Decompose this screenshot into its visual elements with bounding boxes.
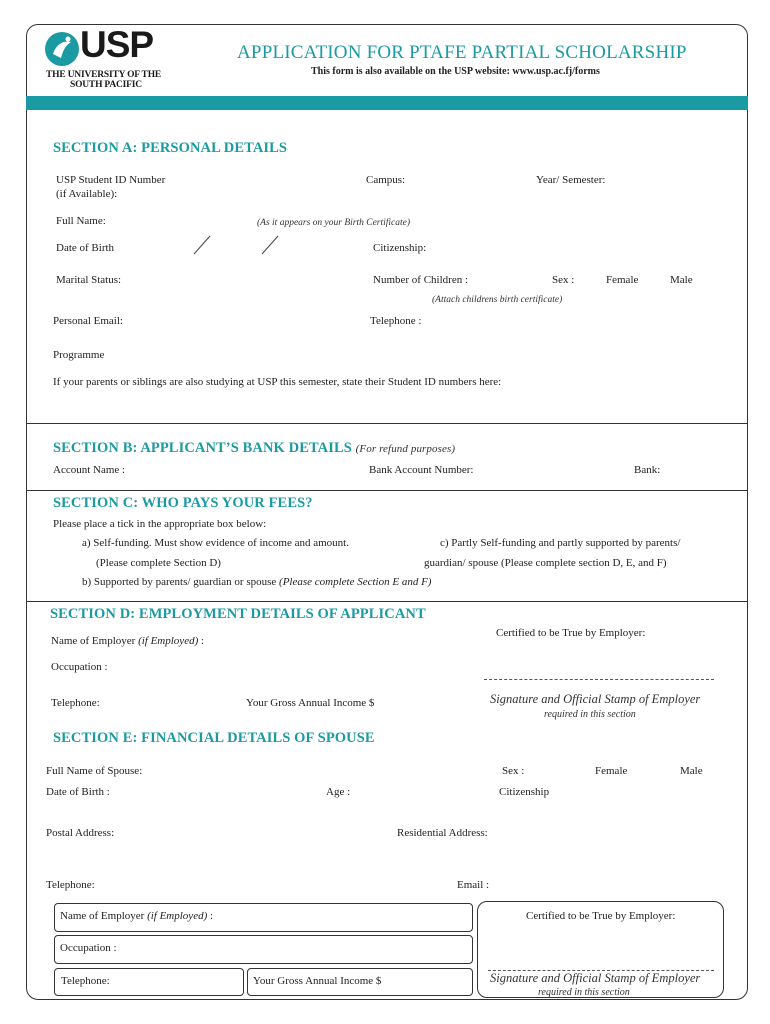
spouse-age-label: Age :: [326, 786, 351, 798]
spouse-sex-label: Sex :: [502, 765, 525, 777]
residential-address-label: Residential Address:: [397, 827, 488, 839]
dob-slash-2: [262, 236, 278, 254]
form-frame: [26, 24, 748, 1000]
spouse-occupation-label: Occupation :: [60, 942, 117, 954]
spouse-telephone-field[interactable]: [54, 968, 244, 996]
form-subtitle: This form is also available on the USP website: www.usp.ac.fj/forms: [311, 66, 600, 77]
section-b-title: SECTION B: APPLICANT’S BANK DETAILS: [53, 440, 352, 456]
spouse-income-label: Your Gross Annual Income $: [253, 975, 382, 987]
spouse-income-field[interactable]: [247, 968, 473, 996]
spouse-box-telephone-label: Telephone:: [61, 975, 110, 987]
dob-separators: [190, 234, 290, 258]
logo-subtitle-1: THE UNIVERSITY OF THE: [46, 70, 162, 80]
section-b-note: (For refund purposes): [355, 443, 456, 455]
bank-label: Bank:: [634, 464, 661, 476]
postal-address-label: Postal Address:: [46, 827, 115, 839]
email-label: Personal Email:: [53, 315, 123, 327]
logo-subtitle-2: SOUTH PACIFIC: [70, 80, 142, 90]
section-d-heading: SECTION D: EMPLOYMENT DETAILS OF APPLICANT: [50, 606, 426, 622]
section-a-heading: SECTION A: PERSONAL DETAILS: [53, 140, 288, 156]
certified-label: Certified to be True by Employer:: [496, 627, 646, 639]
option-a-note: (Please complete Section D): [96, 557, 221, 569]
spouse-male-option[interactable]: Male: [680, 765, 703, 777]
header-bar: [26, 96, 748, 110]
telephone-label-d: Telephone:: [51, 697, 100, 709]
spouse-female-option[interactable]: Female: [595, 765, 628, 777]
signature-label-d: Signature and Official Stamp of Employer: [490, 692, 701, 706]
form-title: APPLICATION FOR PTAFE PARTIAL SCHOLARSHIP: [237, 42, 687, 63]
option-a-label[interactable]: a) Self-funding. Must show evidence of income and amount.: [82, 537, 349, 549]
tick-instruction: Please place a tick in the appropriate box below:: [53, 518, 267, 530]
income-label-d: Your Gross Annual Income $: [246, 697, 375, 709]
required-label-d: required in this section: [544, 709, 636, 720]
spouse-employer-colon: :: [210, 910, 214, 922]
signature-line: [484, 679, 714, 680]
employer-label-note: (if Employed): [138, 635, 199, 647]
spouse-dob-label: Date of Birth :: [46, 786, 110, 798]
full-name-label: Full Name:: [56, 215, 106, 227]
option-c-note: guardian/ spouse (Please complete section D, E, and F): [424, 557, 667, 569]
programme-label: Programme: [53, 349, 105, 361]
spouse-telephone-label: Telephone:: [46, 879, 95, 891]
usp-logo-icon: [44, 30, 80, 68]
logo-wordmark: USP: [80, 24, 154, 65]
citizenship-label: Citizenship:: [373, 242, 427, 254]
student-id-label: USP Student ID Number: [56, 174, 166, 186]
dob-label: Date of Birth: [56, 242, 115, 254]
male-option[interactable]: Male: [670, 274, 693, 286]
employer-label-text: Name of Employer: [51, 635, 136, 647]
account-name-label: Account Name :: [53, 464, 126, 476]
section-divider-b: [26, 490, 748, 491]
option-b-label[interactable]: [82, 576, 431, 588]
year-semester-label: Year/ Semester:: [536, 174, 606, 186]
spouse-citizenship-label: Citizenship: [499, 786, 550, 798]
spouse-employer-label: [60, 910, 213, 922]
marital-status-label: Marital Status:: [56, 274, 122, 286]
full-name-note: (As it appears on your Birth Certificate): [257, 218, 411, 228]
spouse-email-label: Email :: [457, 879, 490, 891]
children-note: (Attach childrens birth certificate): [432, 295, 563, 305]
employer-label: [51, 635, 204, 647]
spouse-employer-text: Name of Employer: [60, 910, 145, 922]
telephone-label: Telephone :: [370, 315, 422, 327]
employer-label-colon: :: [201, 635, 205, 647]
section-divider-c: [26, 601, 748, 602]
children-label: Number of Children :: [373, 274, 469, 286]
option-b-note: (Please complete Section E and F): [279, 576, 432, 588]
spouse-name-label: Full Name of Spouse:: [46, 765, 143, 777]
spouse-employer-note: (if Employed): [147, 910, 208, 922]
account-number-label: Bank Account Number:: [369, 464, 474, 476]
siblings-label: If your parents or siblings are also studying at USP this semester, state their Student ID numbers here:: [53, 376, 502, 388]
dob-slash-1: [194, 236, 210, 254]
sex-label: Sex :: [552, 274, 575, 286]
female-option[interactable]: Female: [606, 274, 639, 286]
section-divider-a: [26, 423, 748, 424]
campus-label: Campus:: [366, 174, 406, 186]
spouse-occupation-field[interactable]: [54, 935, 473, 964]
spouse-certification-box: [477, 901, 724, 998]
occupation-label: Occupation :: [51, 661, 108, 673]
option-b-text: b) Supported by parents/ guardian or spouse: [82, 576, 277, 588]
section-b-heading: [53, 440, 455, 457]
option-c-label[interactable]: c) Partly Self-funding and partly supported by parents/: [440, 537, 681, 549]
spouse-employer-field[interactable]: [54, 903, 473, 932]
section-c-heading: SECTION C: WHO PAYS YOUR FEES?: [53, 495, 313, 511]
usp-logo: [44, 24, 179, 92]
section-e-heading: SECTION E: FINANCIAL DETAILS OF SPOUSE: [53, 730, 375, 746]
spouse-signature-label: Signature and Official Stamp of Employer: [490, 971, 701, 985]
spouse-required-label: required in this section: [538, 987, 630, 998]
spouse-certified-label: Certified to be True by Employer:: [526, 910, 676, 922]
student-id-label-2: (if Available):: [56, 188, 118, 200]
